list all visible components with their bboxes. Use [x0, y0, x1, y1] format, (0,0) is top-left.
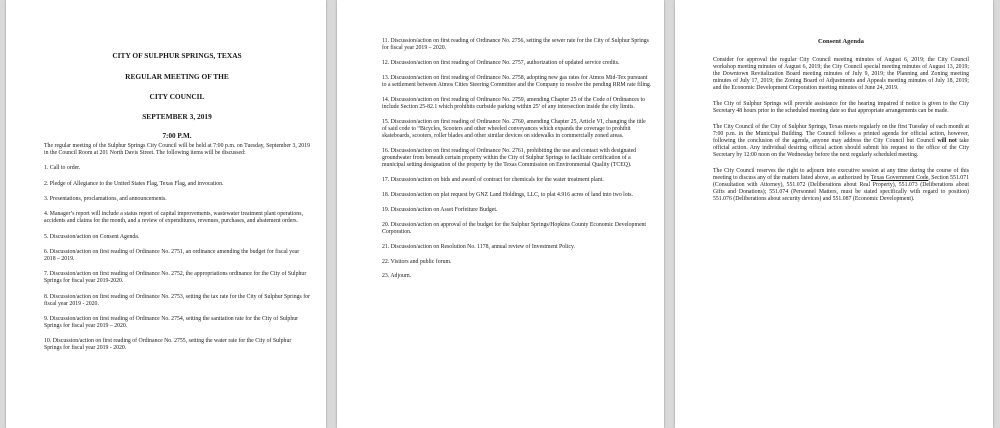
city-title: CITY OF SULPHUR SPRINGS, TEXAS — [112, 51, 242, 60]
agenda-item-8: 8. Discussion/action on first reading of Ordinance No. 2753, setting the tax rate for the City of Sulphur Springs for fiscal year 2019 - 2020. — [44, 293, 310, 307]
agenda-item-20: 20. Discussion/action on approval of the budget for the Sulphur Springs/Hopkins County Economic Development Corporation. — [382, 221, 647, 235]
agenda-item-9: 9. Discussion/action on first reading of Ordinance No. 2754, setting the sanitation rate for the City of Sulphur Springs for fiscal year 2019 – 2020. — [44, 316, 299, 330]
agenda-item-13: 13. Discussion/action on first reading of Ordinance No. 2758, adopting new gas rates for Atmos Mid-Tex pursuant to a settlement between Atmos Cities Steering Committee and the Company to resolve the pending RRM rate filing. — [382, 74, 652, 88]
meeting-date: SEPTEMBER 3, 2019 — [142, 112, 212, 121]
agenda-item-23: 23. Adjourn. — [382, 273, 412, 280]
agenda-item-6: 6. Discussion/action on first reading of Ordinance No. 2751, an ordinance amending the budget for fiscal year 2018 – 2019. — [44, 248, 300, 262]
agenda-item-17: 17. Discussion/action on bids and award of contract for chemicals for the water treatment plant. — [382, 177, 604, 183]
agenda-page-3 — [675, 0, 993, 428]
agenda-item-1: 1. Call to order. — [44, 165, 81, 172]
agenda-page-1 — [6, 0, 326, 428]
agenda-item-3: 3. Presentations, proclamations, and announcements. — [44, 195, 167, 202]
consent-agenda-heading: Consent Agenda — [818, 38, 864, 45]
public-forum-text-a: The City Council of the City of Sulphur Springs, Texas meets regularly on the first Tuesday of each month at 7:00 p.m. in the Municipal Building. The Council follows a printed agenda for official action, however, following the conclusion of the agenda, anyone may address the City Council but Council — [713, 123, 969, 145]
agenda-item-14: 14. Discussion/action on first reading of Ordinance No. 2759, amending Chapter 25 of the Code of Ordinances to include Section 25-82.1 which prohibits curbside parking within 25’ of any intersection inside the city limits. — [382, 96, 646, 110]
consent-agenda-paragraph: Consider for approval the regular City Council meeting minutes of August 6, 2019; the City Council workshop meeting minutes of August 6, 2019; the City Council special meeting minutes of August 13, 2019; the Downtown Revitalization Board meeting minutes of July 9, 2019; the Planning and Zoning meeting minutes of July 17, 2019; the Zoning Board of Adjustments and Appeals meeting minutes of July 18, 2019; and the Economic Development Corporation meeting minutes of June 24, 2019. — [713, 57, 969, 92]
agenda-item-15: 15. Discussion/action on first reading of Ordinance No. 2760, amending Chapter 25, Article VI, changing the title of said code to “Bicycles, Scooters and other wheeled conveyances which expands the coverage to prohibit skateboards, scooters, roller blades and other similar devices on sidewalks in commercially zoned areas. — [382, 118, 646, 140]
executive-session-text-a: The City Council reserves the right to adjourn into executive session at any time during the course of this meeting to discuss any of the matters listed above, as authorized by — [713, 167, 969, 181]
hearing-impaired-paragraph: The City of Sulphur Springs will provide assistance for the hearing impaired if notice is given to the City Secretary 48 hours prior to the scheduled meeting date so that appropriate arrangements can be made. — [713, 101, 969, 115]
agenda-item-2: 2. Pledge of Allegiance to the United States Flag, Texas Flag, and invocation. — [44, 180, 224, 187]
agenda-item-12: 12. Discussion/action on first reading of Ordinance No. 2757, authorization of updated service credits. — [382, 59, 620, 66]
agenda-item-4: 4. Manager’s report will include a status report of capital improvements, wastewater treatment plant operations, accidents and claims for the month, and a review of expenditures, revenues, purchases, and abatement orders. — [44, 211, 303, 225]
agenda-item-10: 10. Discussion/action on first reading of Ordinance No. 2755, setting the water rate for the City of Sulphur Springs for fiscal year 2019 - 2020. — [44, 338, 292, 352]
agenda-item-11: 11. Discussion/action on first reading of Ordinance No. 2756, setting the sewer rate for the City of Sulphur Springs for fiscal year 2019 – 2020. — [382, 38, 649, 52]
agenda-item-21: 21. Discussion/action on Resolution No. 1178, annual review of Investment Policy. — [382, 243, 575, 250]
will-not-emphasis: will not — [937, 138, 957, 145]
intro-paragraph: The regular meeting of the Sulphur Springs City Council will be held at 7:00 p.m. on Tuesday, September 3, 2019 in the Council Room at 201 North Davis Street. The following items will be discussed: — [44, 143, 310, 157]
executive-session-paragraph — [713, 168, 969, 203]
meeting-time: 7:00 P.M. — [162, 132, 192, 140]
public-forum-paragraph — [713, 124, 969, 159]
agenda-item-22: 22. Visitors and public forum. — [382, 258, 452, 265]
agenda-item-5: 5. Discussion/action on Consent Agenda. — [44, 233, 140, 240]
government-code-reference: Texas Government Code — [870, 175, 929, 181]
meeting-subtitle: REGULAR MEETING OF THE — [125, 72, 229, 81]
agenda-item-19: 19. Discussion/action on Asset Forfeiture Budget. — [382, 206, 498, 213]
agenda-page-2 — [337, 0, 664, 428]
agenda-item-7: 7. Discussion/action on first reading of Ordinance No. 2752, the appropriations ordinance for the City of Sulphur Springs for fiscal year 2019-2020. — [44, 271, 307, 285]
council-subtitle: CITY COUNCIL — [149, 92, 205, 101]
agenda-item-16: 16. Discussion/action on first reading of Ordinance No. 2761, prohibiting the use and contact with designated groundwater from beneath certain property within the City of Sulphur Springs to facilitate certification of a municipal setting designation of the property by the Texas Commission on Environmental Quality (TCEQ). — [382, 147, 637, 169]
agenda-item-18: 18. Discussion/action on plat request by GNZ Land Holdings, LLC, to plat 4.916 acres of land into two lots. — [382, 191, 634, 198]
executive-session-text-b: , Section 551.071 (Consultation with Attorney), 551.072 (Deliberations about Real Property), 551.073 (Deliberations about Gifts and Donations); 551.074 (Personnel Matters, must be stated specifically with regard to position) 551.076 (Deliberations about security devices) and 551.087 (Economic Development). — [713, 175, 969, 203]
public-forum-text-b: take official action. Any individual desiring official action should submit his request to the office of the City Secretary by 12:00 noon on the Wednesday before the next regularly scheduled meeting. — [713, 138, 969, 159]
